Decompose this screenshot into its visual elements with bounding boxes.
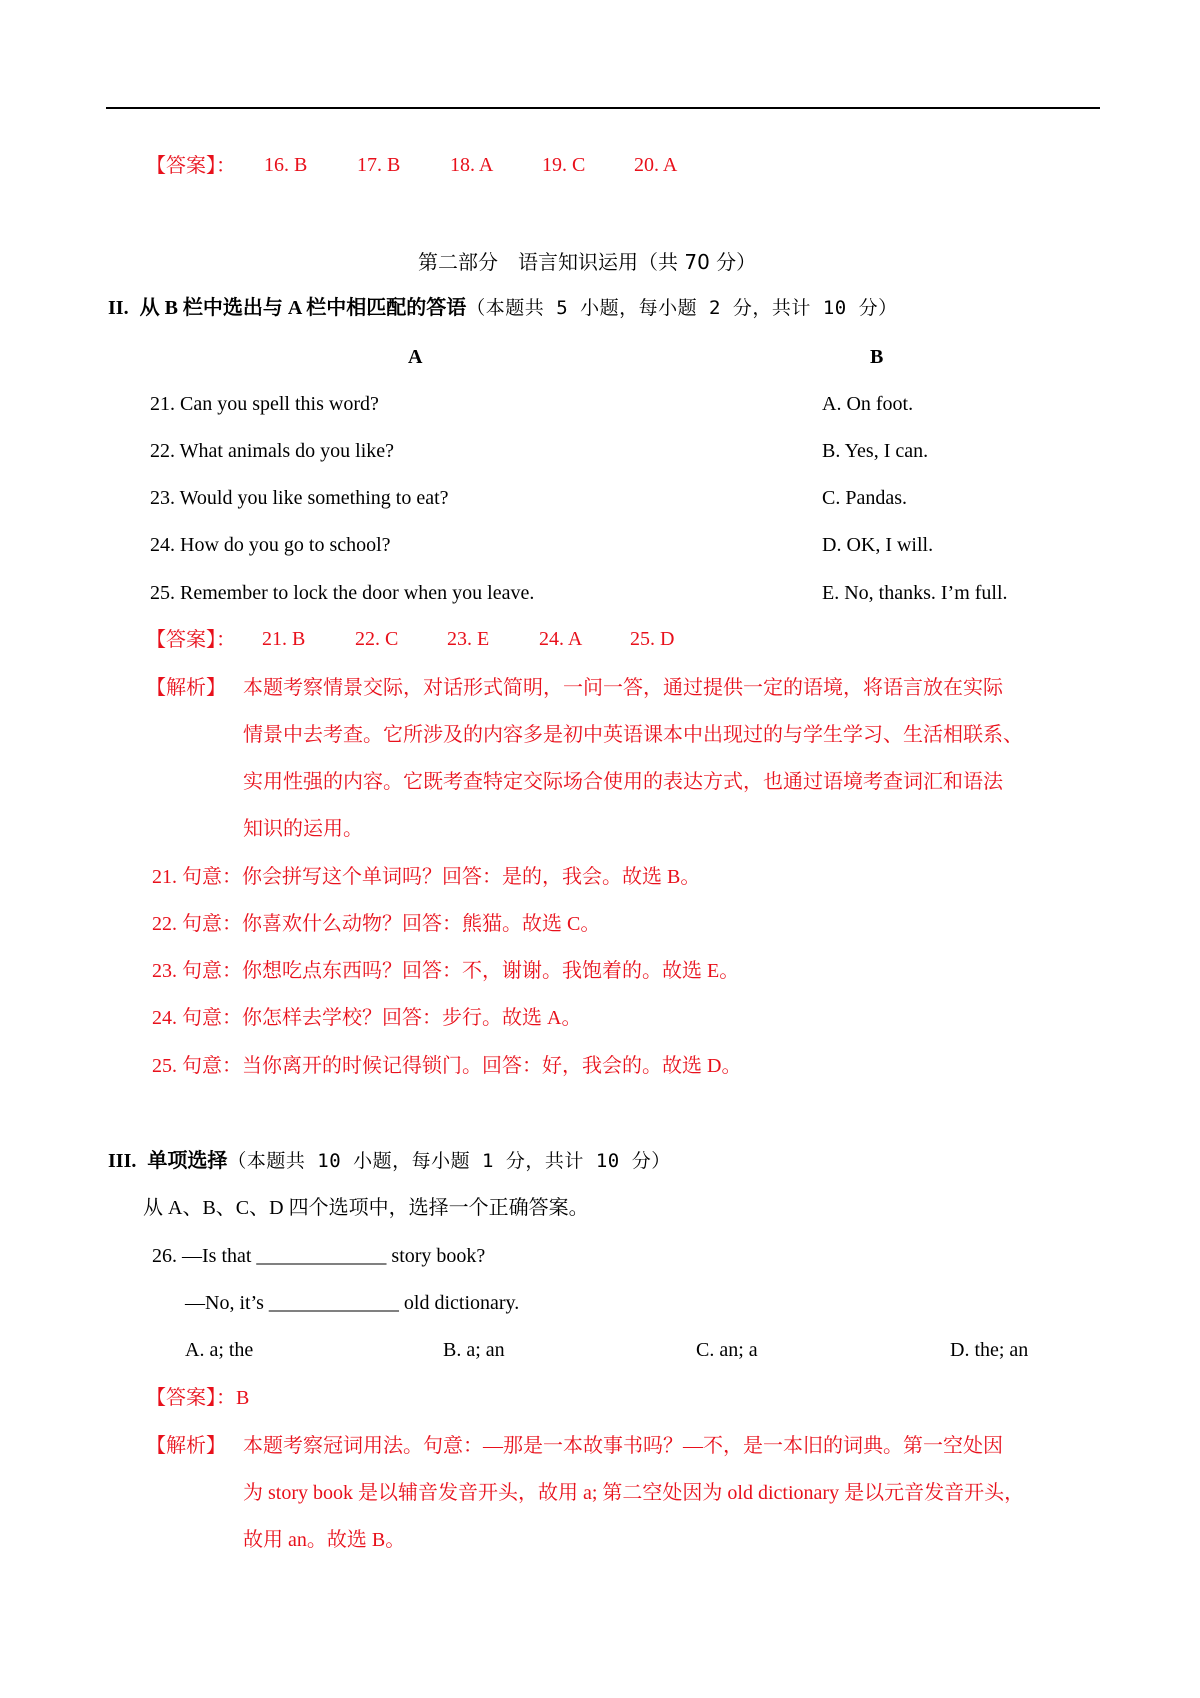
section-two-number: II. [108, 297, 129, 319]
column-b-header: B [870, 346, 884, 368]
question-26-option-d: D. the; an [950, 1339, 1029, 1361]
section-two-heading [108, 296, 898, 320]
section-two-note: （本题共 5 小题，每小题 2 分，共计 10 分） [466, 297, 898, 319]
answer-26: B [236, 1387, 250, 1409]
answer-25: 25. D [630, 628, 675, 650]
explanation-25: 25. 句意：当你离开的时候记得锁门。回答：好，我会的。故选 D。 [152, 1055, 742, 1077]
section-three-note: （本题共 10 小题，每小题 1 分，共计 10 分） [227, 1150, 671, 1172]
explanation-24: 24. 句意：你怎样去学校？回答：步行。故选 A。 [152, 1007, 582, 1029]
option-c: C. Pandas. [822, 487, 907, 509]
question-23: 23. Would you like something to eat? [150, 487, 449, 509]
section-three-heading [108, 1149, 671, 1173]
question-25: 25. Remember to lock the door when you leave. [150, 582, 535, 604]
answer-24: 24. A [539, 628, 583, 650]
analysis-26-line-1: 本题考察冠词用法。句意：—那是一本故事书吗？—不，是一本旧的词典。第一空处因 [243, 1435, 1003, 1457]
answer-20: 20. A [634, 154, 678, 176]
analysis-line-2: 情景中去考查。它所涉及的内容多是初中英语课本中出现过的与学生学习、生活相联系、 [243, 724, 1023, 746]
answer-19: 19. C [542, 154, 586, 176]
header-rule [106, 107, 1100, 109]
explanation-22: 22. 句意：你喜欢什么动物？回答：熊猫。故选 C。 [152, 913, 601, 935]
option-d: D. OK, I will. [822, 534, 934, 556]
question-26-line-2: —No, it’s _____________ old dictionary. [185, 1292, 520, 1314]
option-e: E. No, thanks. I’m full. [822, 582, 1008, 604]
answer-label-26-text: 【答案】： [146, 1387, 236, 1409]
section-three-number: III. [108, 1150, 137, 1172]
section-three-title: 单项选择 [147, 1150, 228, 1172]
question-26-option-c: C. an; a [696, 1339, 758, 1361]
analysis-26-line-2: 为 story book 是以辅音发音开头，故用 a; 第二空处因为 old dictionary 是以元音发音开头， [243, 1482, 1025, 1504]
question-24: 24. How do you go to school? [150, 534, 391, 556]
question-26-option-a: A. a; the [185, 1339, 254, 1361]
answer-21: 21. B [262, 628, 306, 650]
question-26-line-1: 26. —Is that _____________ story book? [152, 1245, 486, 1267]
analysis-line-1: 本题考察情景交际，对话形式简明，一问一答，通过提供一定的语境，将语言放在实际 [243, 677, 1003, 699]
answer-label-16-20: 【答案】： [146, 155, 236, 177]
section-three-instruction: 从 A、B、C、D 四个选项中，选择一个正确答案。 [143, 1197, 589, 1219]
question-22: 22. What animals do you like? [150, 440, 395, 462]
analysis-label-section-two: 【解析】 [146, 677, 226, 699]
section-two-title: 从 B 栏中选出与 A 栏中相匹配的答语 [139, 297, 467, 319]
answer-16: 16. B [264, 154, 308, 176]
question-26-option-b: B. a; an [443, 1339, 505, 1361]
column-a-header: A [408, 346, 423, 368]
explanation-23: 23. 句意：你想吃点东西吗？回答：不，谢谢。我饱着的。故选 E。 [152, 960, 740, 982]
part-two-title: 第二部分 语言知识运用（共 70 分） [418, 250, 757, 274]
question-21: 21. Can you spell this word? [150, 393, 379, 415]
answer-22: 22. C [355, 628, 399, 650]
answer-label-21-25: 【答案】： [146, 629, 236, 651]
analysis-line-3: 实用性强的内容。它既考查特定交际场合使用的表达方式，也通过语境考查词汇和语法 [243, 771, 1003, 793]
explanation-21: 21. 句意：你会拼写这个单词吗？回答：是的，我会。故选 B。 [152, 866, 701, 888]
option-a: A. On foot. [822, 393, 914, 415]
answer-18: 18. A [450, 154, 494, 176]
answer-23: 23. E [447, 628, 490, 650]
option-b: B. Yes, I can. [822, 440, 929, 462]
analysis-label-26: 【解析】 [146, 1435, 226, 1457]
answer-17: 17. B [357, 154, 401, 176]
analysis-line-4: 知识的运用。 [243, 818, 363, 840]
analysis-26-line-3: 故用 an。故选 B。 [243, 1529, 406, 1551]
answer-label-26 [146, 1386, 249, 1410]
